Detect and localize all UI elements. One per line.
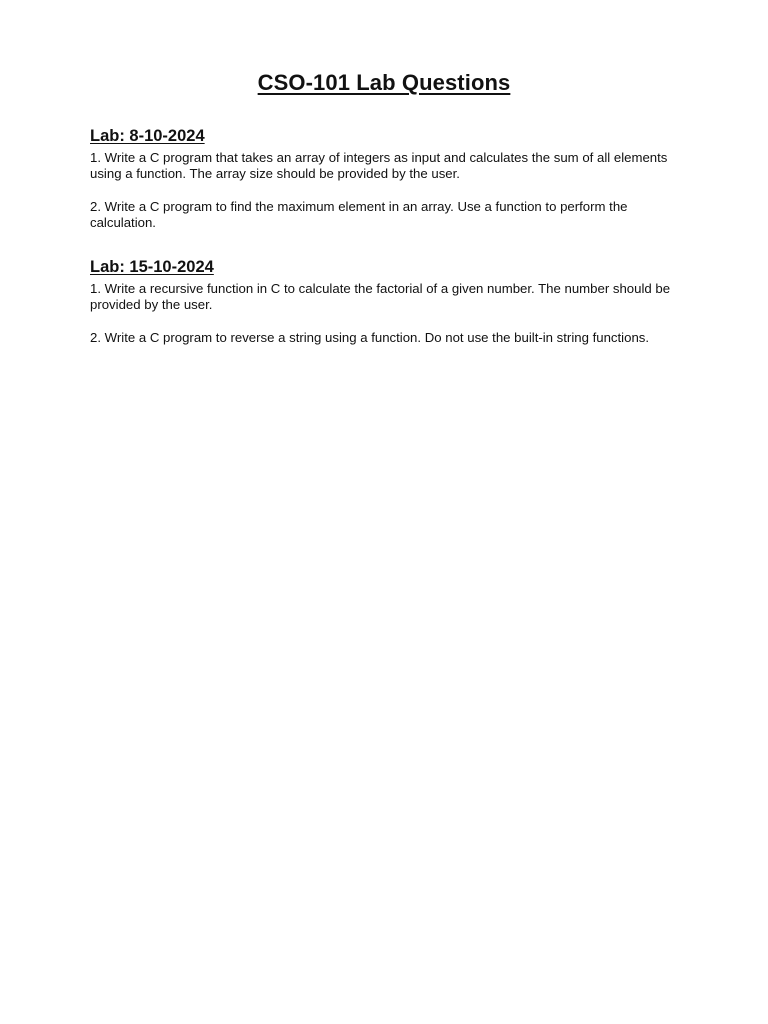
lab-1-question-2: 2. Write a C program to find the maximum element in an array. Use a function to perform the calculation. <box>90 199 628 230</box>
page-title: CSO-101 Lab Questions <box>257 70 511 95</box>
lab-heading-2: Lab: 15-10-2024 <box>90 258 214 276</box>
lab-heading-1: Lab: 8-10-2024 <box>90 127 205 145</box>
lab-section-2 <box>90 257 680 363</box>
lab-section-1 <box>90 126 680 248</box>
lab-1-question-1: 1. Write a C program that takes an array of integers as input and calculates the sum of all elements using a function. The array size should be provided by the user. <box>90 150 668 181</box>
lab-2-question-2: 2. Write a C program to reverse a string using a function. Do not use the built-in string functions. <box>90 330 650 345</box>
lab-2-question-1: 1. Write a recursive function in C to calculate the factorial of a given number. The number should be provided by the user. <box>90 281 671 312</box>
